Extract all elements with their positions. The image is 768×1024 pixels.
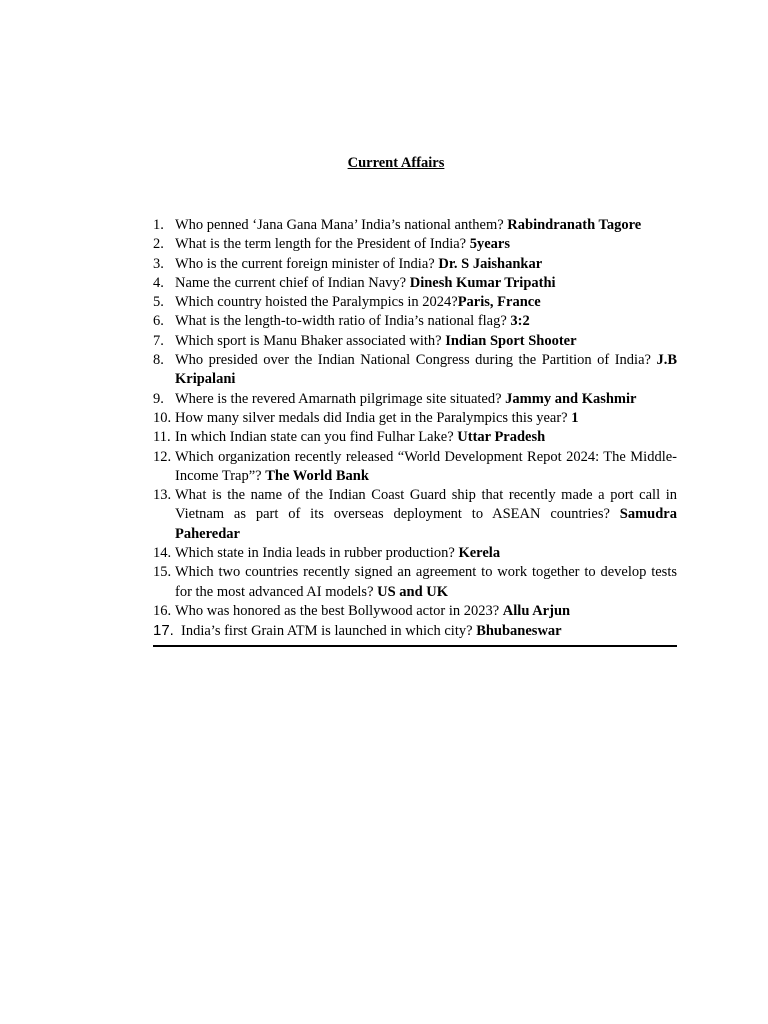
horizontal-rule: [153, 645, 677, 647]
question-text: Who penned ‘Jana Gana Mana’ India’s national anthem?: [175, 217, 508, 233]
question-item-2: [153, 235, 677, 254]
question-text: India’s first Grain ATM is launched in which city?: [181, 623, 477, 640]
question-number: 12.: [153, 448, 172, 465]
question-number: 15.: [153, 564, 172, 581]
question-list: [153, 216, 677, 642]
question-item-12: [153, 448, 677, 487]
answer-text: Allu Arjun: [502, 602, 571, 619]
question-text: What is the term length for the President of India?: [175, 236, 470, 253]
answer-text: Dr. S Jaishankar: [438, 255, 543, 272]
question-number: 6.: [153, 313, 164, 330]
question-number: 3.: [153, 255, 164, 272]
question-item-13: [153, 486, 677, 544]
question-item-14: [153, 544, 677, 563]
question-body: [175, 216, 677, 235]
answer-text: US and UK: [377, 583, 449, 600]
answer-text: Uttar Pradesh: [457, 429, 546, 446]
question-body: [175, 255, 677, 274]
question-body: [175, 602, 677, 621]
question-number: 10.: [153, 409, 172, 426]
question-item-11: [153, 428, 677, 447]
question-item-6: [153, 312, 677, 331]
question-body: [175, 332, 677, 351]
question-number: 13.: [153, 487, 172, 504]
question-body: [175, 293, 677, 312]
question-number: 2.: [153, 236, 164, 253]
question-text: Which organization recently released “World Development Repot 2024: The Middle-Income Trap”?: [175, 448, 677, 484]
question-item-15: [153, 563, 677, 602]
question-text: How many silver medals did India get in the Paralympics this year?: [175, 409, 572, 426]
question-number: 17.: [153, 622, 174, 640]
question-item-9: [153, 390, 677, 409]
question-number: 4.: [153, 274, 164, 291]
answer-text: 5years: [469, 236, 511, 253]
question-item-5: [153, 293, 677, 312]
question-number: 7.: [153, 332, 164, 349]
answer-text: Indian Sport Shooter: [445, 332, 577, 349]
answer-text: Samudra Paheredar: [175, 506, 677, 542]
question-number: 8.: [153, 352, 164, 369]
question-number: 9.: [153, 390, 164, 407]
answer-text: Bhubaneswar: [476, 623, 562, 640]
question-text: Who presided over the Indian National Congress during the Partition of India?: [175, 352, 657, 369]
answer-text: Paris, France: [457, 294, 541, 311]
question-item-3: [153, 255, 677, 274]
answer-text: The World Bank: [265, 467, 369, 484]
question-item-1: [153, 216, 677, 235]
question-text: Name the current chief of Indian Navy?: [175, 274, 410, 291]
question-body: [175, 448, 677, 487]
document-title: Current Affairs: [347, 155, 445, 171]
question-text: Which state in India leads in rubber production?: [175, 545, 459, 562]
question-item-7: [153, 332, 677, 351]
question-text: Who is the current foreign minister of India?: [175, 255, 439, 272]
answer-text: Kerela: [458, 545, 501, 562]
question-text: Who was honored as the best Bollywood actor in 2023?: [175, 602, 503, 619]
question-body: [175, 563, 677, 602]
question-body: [175, 428, 677, 447]
question-body: [175, 274, 677, 293]
question-number: 5.: [153, 294, 164, 311]
question-text: Where is the revered Amarnath pilgrimage site situated?: [175, 390, 506, 407]
question-text: What is the length-to-width ratio of India’s national flag?: [175, 313, 511, 330]
question-number: 11.: [153, 429, 171, 446]
question-text: Which two countries recently signed an agreement to work together to develop tests for the most advanced AI models?: [175, 564, 677, 600]
question-text: Which country hoisted the Paralympics in 2024?: [175, 294, 458, 311]
question-number: 14.: [153, 545, 172, 562]
question-body: [175, 486, 677, 544]
question-body: [175, 235, 677, 254]
question-item-8: [153, 351, 677, 390]
answer-text: Jammy and Kashmir: [505, 390, 637, 407]
question-body: [175, 312, 677, 331]
question-text: In which Indian state can you find Fulhar Lake?: [175, 429, 458, 446]
answer-text: J.B Kripalani: [175, 352, 677, 388]
question-item-10: [153, 409, 677, 428]
question-body: [175, 544, 677, 563]
question-item-16: [153, 602, 677, 621]
question-text: What is the name of the Indian Coast Guard ship that recently made a port call in Vietnam as part of its overseas deployment to ASEAN countries?: [175, 487, 677, 523]
question-body: [175, 390, 677, 409]
question-number: 16.: [153, 602, 172, 619]
answer-text: 3:2: [510, 313, 530, 330]
question-text: Which sport is Manu Bhaker associated with?: [175, 332, 446, 349]
answer-text: Rabindranath Tagore: [507, 217, 642, 233]
answer-text: 1: [571, 409, 579, 426]
question-body: [181, 622, 677, 641]
question-item-4: [153, 274, 677, 293]
question-body: [175, 351, 677, 390]
question-body: [175, 409, 677, 428]
question-item-17: [153, 621, 677, 641]
answer-text: Dinesh Kumar Tripathi: [409, 274, 556, 291]
question-number: 1.: [153, 217, 164, 233]
